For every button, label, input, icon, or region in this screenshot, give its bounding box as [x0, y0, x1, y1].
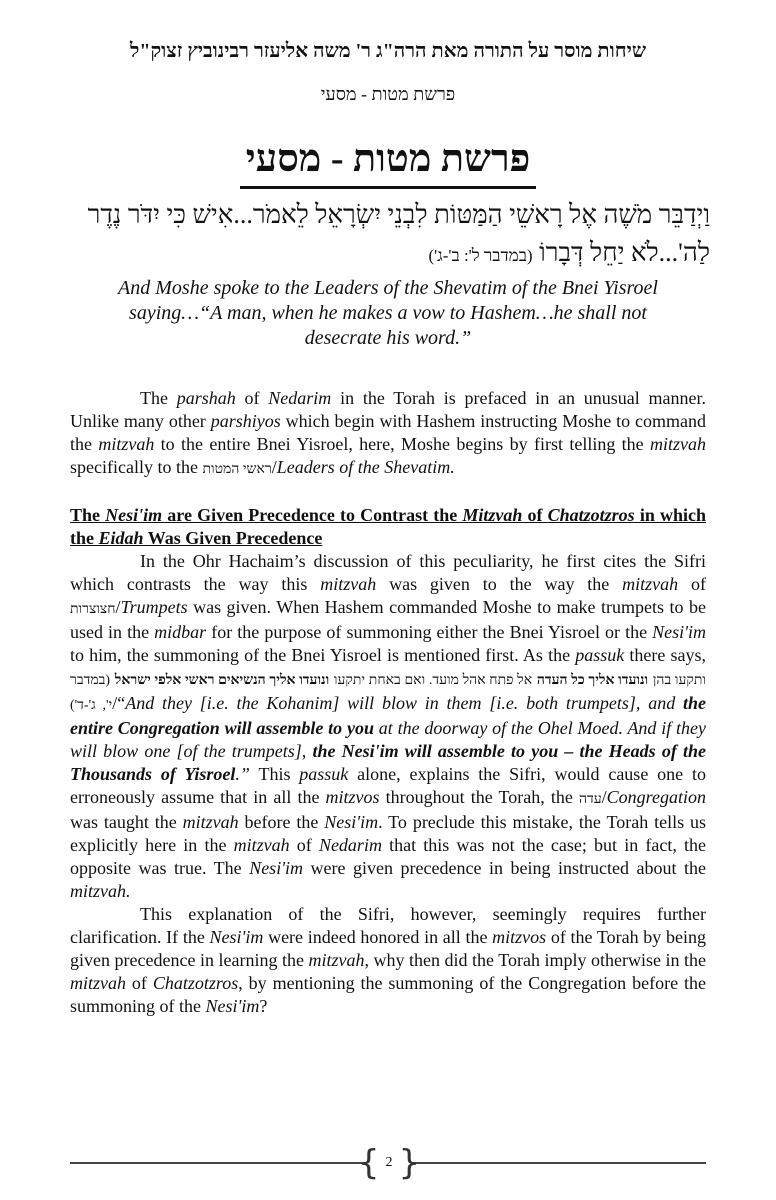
verse-text: וַיְדַבֵּר מֹשֶׁה אֶל רָאשֵׁי הַמַּטּוֹת לִבְנֵי יִשְׂרָאֵל לֵאמֹר...אִישׁ כִּי יִדֹּר נֶדֶר לַה'...לֹא יַחֵל דְּבָרוֹ — [87, 200, 710, 267]
page-number-box — [357, 1143, 421, 1183]
page-title: פרשת מטות - מסעי — [240, 136, 537, 189]
right-brace-ornament: } — [398, 1143, 421, 1183]
verse-reference: (במדבר ל': ב'-ג') — [428, 246, 533, 265]
left-brace-ornament: { — [357, 1143, 380, 1183]
paragraph-intro: The parshah of Nedarim in the Torah is prefaced in an unusual manner. Unlike many other parshiyos which begin with Hashem instructing Moshe to command the mitzvah to the entire Bnei Yisroel, here, Moshe begins by first telling the mitzvah specifically to the ראשי המטות/Leaders of the Shevatim. — [70, 388, 707, 477]
running-header-parsha: פרשת מטות - מסעי — [320, 84, 456, 104]
hebrew-verse — [66, 196, 710, 275]
footer-rule-right — [412, 1162, 706, 1164]
paragraph-clarification: This explanation of the Sifri, however, seemingly requires further clarification. If the Nesi'im were indeed honored in all the mitzvos of the Torah by being given precedence in learning the mitzvah, why then did the Torah imply otherwise in the mitzvah of Chatzotzros, by mentioning the summoning of the Congregation before the summoning of the Nesi'im? — [70, 904, 706, 1016]
section-heading: The Nesi'im are Given Precedence to Contrast the Mitzvah of Chatzotzros in which the Eidah Was Given Precedence — [70, 505, 706, 548]
hebrew-passuk-quote: ותקעו בהן ונועדו אליך כל העדה אל פתח אהל מועד. ואם באחת יתקעו ונועדו אליך הנשיאים ראשי אלפי ישראל (במדבר י', ג'-ד') — [70, 673, 707, 713]
running-header-author: שיחות מוסר על התורה מאת הרה"ג ר' משה אליעזר רבינוביץ זצוק"ל — [129, 40, 646, 62]
verse-translation: And Moshe spoke to the Leaders of the Shevatim of the Bnei Yisroel saying…“A man, when he makes a vow to Hashem…he shall not desecrate his word.” — [118, 277, 658, 349]
page-number: 2 — [385, 1155, 393, 1170]
paragraph-sifri: In the Ohr Hachaim’s discussion of this peculiarity, he first cites the Sifri which contrasts the way this mitzvah was given to the way the mitzvah of חצוצרות/Trumpets was given. When Hashem commanded Moshe to make trumpets to be used in the midbar for the purpose of summoning either the Bnei Yisroel or the Nesi'im to him, the summoning of the Bnei Yisroel is mentioned first. As the passuk there says, ותקעו בהן ונועדו אליך כל העדה אל פתח אהל מועד. ואם באחת יתקעו ונועדו אליך הנשיאים ראשי אלפי ישראל (במדבר י', ג'-ד')/“And they [i.e. the Kohanim] will blow in them [i.e. both trumpets], and the entire Congregation will assemble to you at the doorway of the Ohel Moed. And if they will blow one [of the trumpets], the Nesi'im will assemble to you – the Heads of the Thousands of Yisroel.” This passuk alone, explains the Sifri, would cause one to erroneously assume that in all the mitzvos throughout the Torah, the עדה/Congregation was taught the mitzvah before the Nesi'im. To preclude this mistake, the Torah tells us explicitly here in the mitzvah of Nedarim that this was not the case; but in fact, the opposite was true. The Nesi'im were given precedence in being instructed about the mitzvah. — [70, 551, 707, 901]
title-container — [72, 136, 704, 189]
article-body — [70, 387, 706, 1018]
footer-rule-left — [70, 1162, 366, 1164]
